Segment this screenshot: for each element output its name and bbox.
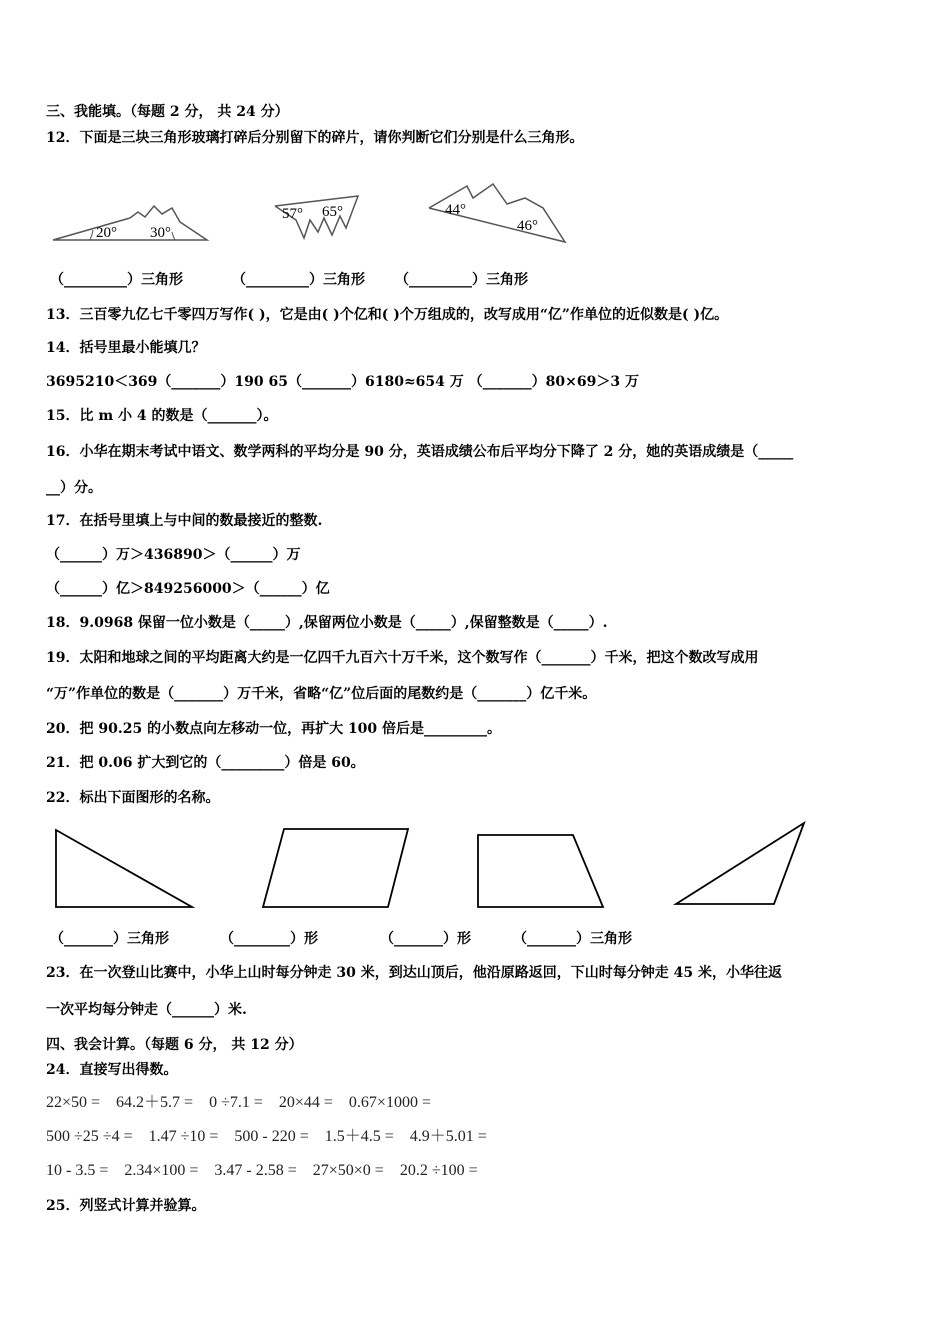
q13-text: 13．三百零九亿七千零四万写作( )，它是由( )个亿和( )个万组成的，改写成用“亿”作单位的近似数是( )亿。 [46, 307, 729, 323]
q20-text: 20．把 90.25 的小数点向左移动一位，再扩大 100 倍后是_________。 [46, 721, 502, 737]
q15-text: 15．比 m 小 4 的数是（_______）。 [46, 408, 278, 424]
section4-header: 四、我会计算。（每题 6 分， 共 12 分） [46, 1037, 303, 1053]
q22-text: 22．标出下面图形的名称。 [46, 790, 220, 806]
section3-header: 三、我能填。（每题 2 分， 共 24 分） [46, 104, 289, 120]
q14-text: 14．括号里最小能填几？ [46, 340, 206, 356]
glass-fragment-1 [50, 200, 210, 246]
q12-caption-2: （_________）三角形 [232, 272, 365, 288]
q17-line2: （______）万＞436890＞（______）万 [46, 547, 301, 563]
trapezoid-shape [473, 830, 613, 912]
angle-label: 46° [517, 218, 538, 234]
q16-line1: 16．小华在期末考试中语文、数学两科的平均分是 90 分，英语成绩公布后平均分下降了 2 分，她的英语成绩是（_____ [46, 444, 794, 460]
q22-caption-3: （_______）形 [380, 931, 471, 947]
right-triangle-shape [50, 825, 200, 913]
q12-caption-1: （_________）三角形 [50, 272, 183, 288]
obtuse-triangle-shape [670, 818, 810, 910]
calc-row-1: 22×50 = 64.2＋5.7 = 0 ÷7.1 = 20×44 = 0.67×1000 = [46, 1094, 431, 1111]
q17-line3: （______）亿＞849256000＞（______）亿 [46, 581, 330, 597]
q23-line2: 一次平均每分钟走（______）米. [46, 1002, 247, 1018]
q12-text: 12．下面是三块三角形玻璃打碎后分别留下的碎片，请你判断它们分别是什么三角形。 [46, 130, 584, 146]
q24-text: 24．直接写出得数。 [46, 1062, 178, 1078]
q19-line2: “万”作单位的数是（_______）万千米，省略“亿”位后面的尾数约是（_______）亿千米。 [46, 686, 597, 702]
q18-text: 18．9.0968 保留一位小数是（_____）,保留两位小数是（_____）,保留整数是（_____）. [46, 615, 608, 631]
q17-text: 17．在括号里填上与中间的数最接近的整数. [46, 513, 323, 529]
glass-fragment-2 [270, 190, 365, 245]
q12-caption-3: （_________）三角形 [395, 272, 528, 288]
q22-caption-4: （_______）三角形 [513, 931, 632, 947]
glass-fragment-3 [425, 178, 570, 246]
angle-label: 44° [445, 202, 466, 218]
q14-line2: 3695210＜369（_______）190 65（_______）6180≈654 万 （_______）80×69＞3 万 [46, 374, 639, 390]
q25-text: 25．列竖式计算并验算。 [46, 1198, 206, 1214]
q16-line2: __）分。 [46, 480, 102, 496]
q22-caption-2: （________）形 [220, 931, 318, 947]
calc-row-2: 500 ÷25 ÷4 = 1.47 ÷10 = 500 - 220 = 1.5＋4.5 = 4.9＋5.01 = [46, 1128, 487, 1145]
angle-label: 30° [150, 225, 171, 241]
q21-text: 21．把 0.06 扩大到它的（_________）倍是 60。 [46, 755, 365, 771]
angle-label: 20° [96, 225, 117, 241]
q19-line1: 19．太阳和地球之间的平均距离大约是一亿四千九百六十万千米，这个数写作（_______）千米，把这个数改写成用 [46, 650, 759, 666]
angle-label: 57° [282, 206, 303, 222]
q22-caption-1: （_______）三角形 [50, 931, 169, 947]
q23-line1: 23．在一次登山比赛中，小华上山时每分钟走 30 米，到达山顶后，他沿原路返回，下山时每分钟走 45 米，小华往返 [46, 965, 782, 981]
calc-row-3: 10 - 3.5 = 2.34×100 = 3.47 - 2.58 = 27×50×0 = 20.2 ÷100 = [46, 1162, 478, 1179]
parallelogram-shape [258, 825, 414, 913]
angle-label: 65° [322, 204, 343, 220]
